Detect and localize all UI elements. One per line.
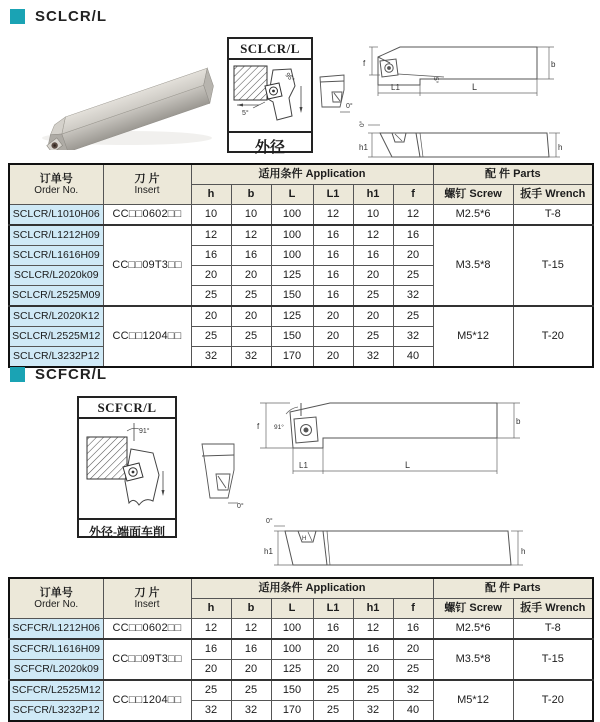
L1-cell: 16 <box>313 286 353 307</box>
wrench-cell: T-20 <box>513 306 593 367</box>
L-cell: 150 <box>271 327 313 347</box>
b-cell: 16 <box>231 246 271 266</box>
order-no-cell: SCFCR/L2525M12 <box>9 680 103 701</box>
f-cell: 25 <box>393 306 433 327</box>
h1-cell: 12 <box>353 619 393 640</box>
L-cell: 125 <box>271 306 313 327</box>
dim-L-label: L <box>472 82 478 92</box>
order-no-header: 订单号 Order No. <box>9 578 103 619</box>
table-row <box>9 225 593 246</box>
dim-L1-label: L1 <box>299 461 308 470</box>
screw-cell: M3.5*8 <box>433 639 513 680</box>
h1-cell: 10 <box>353 205 393 226</box>
insert-cell: CC□□1204□□ <box>103 680 191 721</box>
teal-square-bullet-icon <box>10 9 25 24</box>
diagram-box-caption: 外径 <box>229 131 311 159</box>
b-cell: 25 <box>231 286 271 307</box>
order-no-cell: SCFCR/L1212H06 <box>9 619 103 640</box>
f-cell: 32 <box>393 327 433 347</box>
tool-holder-photo <box>22 40 222 150</box>
h1-cell: 32 <box>353 347 393 368</box>
col-b-header: b <box>231 599 271 619</box>
insert-header: 刀 片 Insert <box>103 578 191 619</box>
angle-5-label: 5° <box>242 110 249 117</box>
dim-h1-label: h1 <box>359 143 368 152</box>
f-cell: 32 <box>393 680 433 701</box>
side-view-angle-label: 0° <box>266 518 273 525</box>
side-view <box>380 133 549 157</box>
L1-cell: 20 <box>313 347 353 368</box>
side-view <box>285 531 511 565</box>
screw-header: 螺钉 Screw <box>433 185 513 205</box>
side-view-dimensions <box>274 526 526 565</box>
b-cell: 12 <box>231 619 271 640</box>
table-row <box>9 680 593 701</box>
col-h1-header: h1 <box>353 599 393 619</box>
h1-cell: 25 <box>353 680 393 701</box>
wrench-cell: T-20 <box>513 680 593 721</box>
wrench-cell: T-15 <box>513 225 593 306</box>
table-row <box>9 619 593 640</box>
screw-cell: M2.5*6 <box>433 619 513 640</box>
f-cell: 12 <box>393 205 433 226</box>
h-cell: 16 <box>191 639 231 660</box>
b-cell: 12 <box>231 225 271 246</box>
L1-cell: 16 <box>313 225 353 246</box>
screw-header: 螺钉 Screw <box>433 599 513 619</box>
order-no-cell: SCLCR/L3232P12 <box>9 347 103 368</box>
b-cell: 25 <box>231 680 271 701</box>
dimension-drawings-sclcr <box>312 30 598 166</box>
dim-h-label: h <box>558 143 563 152</box>
insert-cell: CC□□09T3□□ <box>103 225 191 306</box>
order-no-cell: SCLCR/L2525M12 <box>9 327 103 347</box>
h1-cell: 25 <box>353 327 393 347</box>
diagram-box-caption: 外径-端面车削 <box>79 518 175 542</box>
order-no-header: 订单号 Order No. <box>9 164 103 205</box>
b-cell: 20 <box>231 660 271 681</box>
insert-cell: CC□□0602□□ <box>103 619 191 640</box>
L1-cell: 25 <box>313 680 353 701</box>
wrench-cell: T-8 <box>513 205 593 226</box>
h-cell: 12 <box>191 619 231 640</box>
section2-title-text: SCFCR/L <box>35 366 107 383</box>
L-cell: 170 <box>271 701 313 722</box>
h-cell: 32 <box>191 701 231 722</box>
screw-cell: M3.5*8 <box>433 225 513 306</box>
order-no-cell: SCLCR/L2020K12 <box>9 306 103 327</box>
section1-title-text: SCLCR/L <box>35 8 107 25</box>
turning-operation-drawing <box>79 419 175 513</box>
dim-h-label: h <box>521 547 526 556</box>
section2-title <box>10 366 107 383</box>
f-cell: 25 <box>393 660 433 681</box>
col-h-header: h <box>191 185 231 205</box>
col-f-header: f <box>393 599 433 619</box>
header-row-1 <box>9 164 593 185</box>
L1-cell: 20 <box>313 327 353 347</box>
L-cell: 170 <box>271 347 313 368</box>
L1-cell: 20 <box>313 639 353 660</box>
header-row-1 <box>9 578 593 599</box>
col-L-header: L <box>271 599 313 619</box>
h-cell: 20 <box>191 660 231 681</box>
application-header: 适用条件 Application <box>191 164 433 185</box>
wrench-header: 扳手 Wrench <box>513 185 593 205</box>
scfcr-spec-table <box>8 577 594 722</box>
order-no-cell: SCLCR/L1616H09 <box>9 246 103 266</box>
screw-cell: M5*12 <box>433 306 513 367</box>
cutting-diagram-box <box>77 396 177 538</box>
b-cell: 25 <box>231 327 271 347</box>
cutting-diagram-box <box>227 37 313 156</box>
order-no-cell: SCLCR/L2020k09 <box>9 266 103 286</box>
side-view-angle-label: 0° <box>359 120 366 127</box>
dim-f-label: f <box>363 59 366 68</box>
wrench-cell: T-15 <box>513 639 593 680</box>
h-cell: 25 <box>191 327 231 347</box>
insert-header: 刀 片 Insert <box>103 164 191 205</box>
h1-cell: 20 <box>353 306 393 327</box>
dimension-drawings-scfcr <box>190 398 595 576</box>
h1-cell: 20 <box>353 266 393 286</box>
L-cell: 125 <box>271 266 313 286</box>
front-view <box>202 444 238 503</box>
h1-cell: 16 <box>353 639 393 660</box>
table-row <box>9 306 593 327</box>
table-row <box>9 639 593 660</box>
L-cell: 125 <box>271 660 313 681</box>
h-cell: 20 <box>191 306 231 327</box>
diagram-box-title: SCFCR/L <box>79 398 175 419</box>
L1-cell: 25 <box>313 701 353 722</box>
h1-cell: 20 <box>353 660 393 681</box>
col-L1-header: L1 <box>313 599 353 619</box>
L-cell: 100 <box>271 639 313 660</box>
f-cell: 25 <box>393 266 433 286</box>
h1-cell: 32 <box>353 701 393 722</box>
order-no-cell: SCLCR/L1010H06 <box>9 205 103 226</box>
b-cell: 32 <box>231 347 271 368</box>
order-no-cell: SCFCR/L1616H09 <box>9 639 103 660</box>
L-cell: 150 <box>271 286 313 307</box>
dim-f-label: f <box>257 422 260 431</box>
insert-H-label: H <box>302 536 307 542</box>
h-cell: 25 <box>191 680 231 701</box>
sclcr-spec-table <box>8 163 594 368</box>
f-cell: 32 <box>393 286 433 307</box>
b-cell: 16 <box>231 639 271 660</box>
insert-cell: CC□□0602□□ <box>103 205 191 226</box>
dim-b-label: b <box>551 60 556 69</box>
insert-cell: CC□□09T3□□ <box>103 639 191 680</box>
insert-cell: CC□□1204□□ <box>103 306 191 367</box>
angle-5-drawing-label: 5° <box>432 77 439 84</box>
dim-h1-label: h1 <box>264 547 273 556</box>
parts-header: 配 件 Parts <box>433 578 593 599</box>
L-cell: 100 <box>271 205 313 226</box>
top-view <box>378 47 537 85</box>
angle-95-label: 95° <box>283 71 296 84</box>
order-no-cell: SCLCR/L1212H09 <box>9 225 103 246</box>
front-view-angle-label: 0° <box>346 103 353 110</box>
h-cell: 12 <box>191 225 231 246</box>
top-view <box>290 403 497 448</box>
order-no-cell: SCFCR/L2020k09 <box>9 660 103 681</box>
L1-cell: 20 <box>313 306 353 327</box>
b-cell: 32 <box>231 701 271 722</box>
side-view-dimensions <box>368 125 563 157</box>
h1-cell: 25 <box>353 286 393 307</box>
angle-91-drawing-label: 91° <box>274 424 284 431</box>
f-cell: 40 <box>393 701 433 722</box>
col-h1-header: h1 <box>353 185 393 205</box>
b-cell: 20 <box>231 266 271 286</box>
wrench-cell: T-8 <box>513 619 593 640</box>
L-cell: 100 <box>271 619 313 640</box>
f-cell: 16 <box>393 225 433 246</box>
order-no-cell: SCLCR/L2525M09 <box>9 286 103 307</box>
f-cell: 40 <box>393 347 433 368</box>
col-b-header: b <box>231 185 271 205</box>
application-header: 适用条件 Application <box>191 578 433 599</box>
col-h-header: h <box>191 599 231 619</box>
angle-91-label: 91° <box>139 428 150 435</box>
b-cell: 20 <box>231 306 271 327</box>
dim-b-label: b <box>516 417 521 426</box>
table-row <box>9 205 593 226</box>
L1-cell: 16 <box>313 266 353 286</box>
h1-cell: 16 <box>353 246 393 266</box>
col-f-header: f <box>393 185 433 205</box>
screw-cell: M2.5*6 <box>433 205 513 226</box>
col-L-header: L <box>271 185 313 205</box>
f-cell: 20 <box>393 246 433 266</box>
col-L1-header: L1 <box>313 185 353 205</box>
L1-cell: 20 <box>313 660 353 681</box>
b-cell: 10 <box>231 205 271 226</box>
h-cell: 20 <box>191 266 231 286</box>
order-no-cell: SCFCR/L3232P12 <box>9 701 103 722</box>
teal-square-bullet-icon <box>10 367 25 382</box>
diagram-box-title: SCLCR/L <box>229 39 311 60</box>
h-cell: 32 <box>191 347 231 368</box>
f-cell: 20 <box>393 639 433 660</box>
L1-cell: 16 <box>313 246 353 266</box>
L1-cell: 12 <box>313 205 353 226</box>
h-cell: 10 <box>191 205 231 226</box>
turning-operation-drawing <box>229 60 311 126</box>
screw-cell: M5*12 <box>433 680 513 721</box>
L-cell: 100 <box>271 246 313 266</box>
dim-L1-label: L1 <box>391 83 400 92</box>
L1-cell: 16 <box>313 619 353 640</box>
wrench-header: 扳手 Wrench <box>513 599 593 619</box>
front-view-angle-label: 0° <box>237 503 244 510</box>
parts-header: 配 件 Parts <box>433 164 593 185</box>
f-cell: 16 <box>393 619 433 640</box>
h1-cell: 12 <box>353 225 393 246</box>
section1-title <box>10 8 107 25</box>
L-cell: 100 <box>271 225 313 246</box>
L-cell: 150 <box>271 680 313 701</box>
dim-L-label: L <box>405 460 411 470</box>
h-cell: 25 <box>191 286 231 307</box>
h-cell: 16 <box>191 246 231 266</box>
